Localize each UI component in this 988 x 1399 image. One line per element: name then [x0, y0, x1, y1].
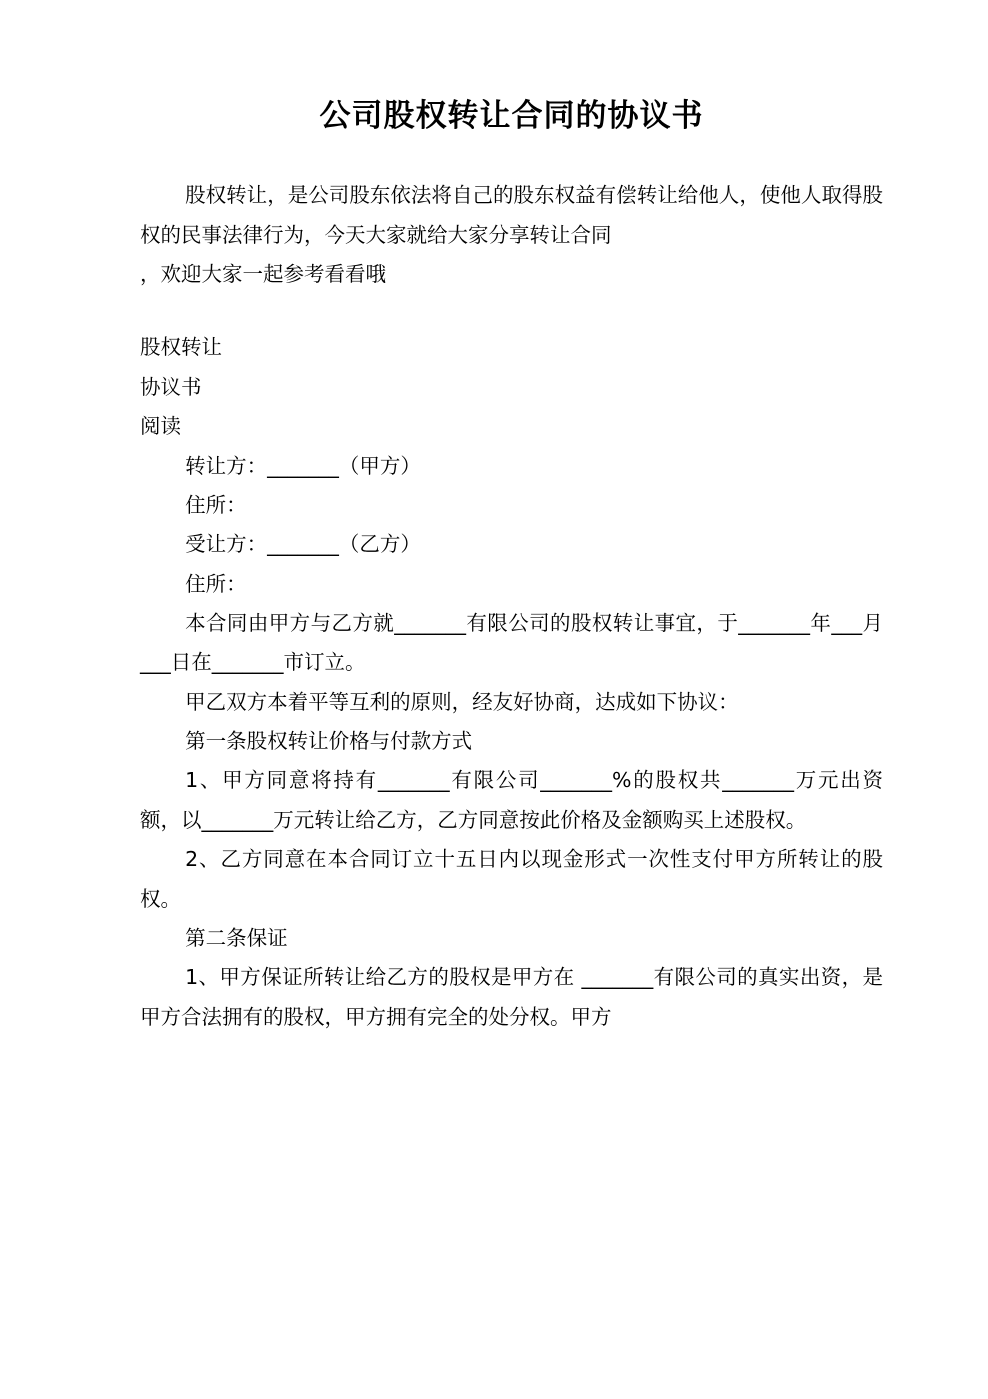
body-paragraph-3: 受让方：_______（乙方）	[185, 532, 421, 557]
body-paragraph-9: 2、乙方同意在本合同订立十五日内以现金形式一次性支付甲方所转让的股权。	[140, 847, 883, 911]
paragraph-spacer	[140, 294, 883, 328]
body-paragraph-10: 第二条保证	[185, 925, 288, 950]
body-paragraph-7: 第一条股权转让价格与付款方式	[185, 729, 473, 754]
heading-line-3: 阅读	[140, 414, 181, 439]
body-paragraph-4: 住所：	[185, 571, 247, 596]
page-title: 公司股权转让合同的协议书	[319, 98, 704, 134]
body-paragraph-11: 1、甲方保证所转让给乙方的股权是甲方在 _______有限公司的真实出资，是甲方合法拥有的股权，甲方拥有完全的处分权。甲方	[140, 965, 883, 1029]
body-paragraph-2: 住所：	[185, 492, 247, 517]
heading-line-1: 股权转让	[140, 335, 222, 360]
body-paragraph-6: 甲乙双方本着平等互利的原则，经友好协商，达成如下协议：	[185, 689, 739, 714]
intro-paragraph-2: ，欢迎大家一起参考看看哦	[140, 262, 386, 287]
heading-line-2: 协议书	[140, 374, 202, 399]
body-paragraph-5: 本合同由甲方与乙方就_______有限公司的股权转让事宜，于_______年___月___日在_______市订立。	[140, 610, 883, 675]
body-paragraph-8: 1、甲方同意将持有_______有限公司_______%的股权共_______万元出资额，以_______万元转让给乙方，乙方同意按此价格及金额购买上述股权。	[140, 768, 883, 832]
body-paragraph-1: 转让方：_______（甲方）	[185, 453, 421, 478]
intro-paragraph-1: 股权转让，是公司股东依法将自己的股东权益有偿转让给他人，使他人取得股权的民事法律行为，今天大家就给大家分享转让合同	[140, 183, 883, 247]
